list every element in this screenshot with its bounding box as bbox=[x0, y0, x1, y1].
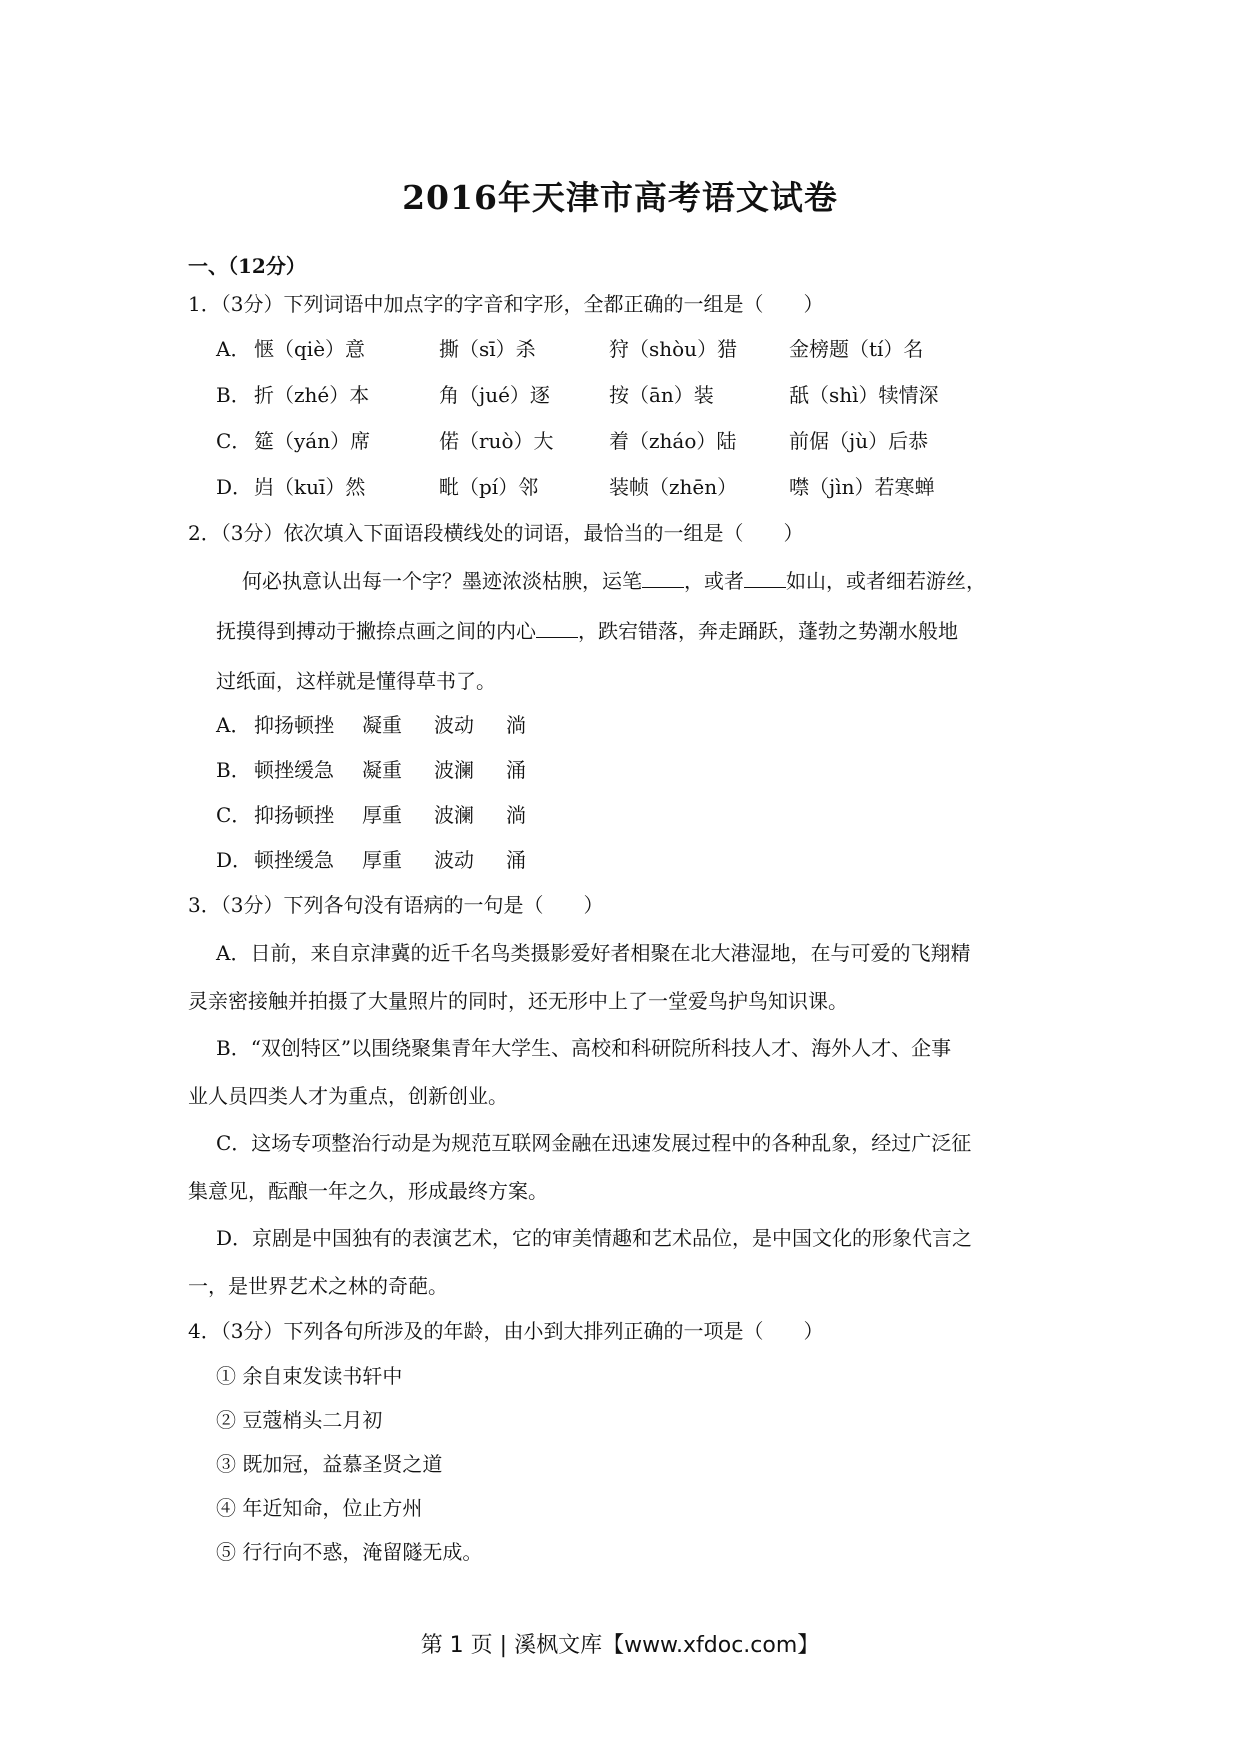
option-label: C． bbox=[216, 429, 252, 453]
passage-text: ，跌宕错落，奔走踊跃，蓬勃之势潮水般地 bbox=[578, 619, 958, 643]
option-item: 凝重 bbox=[362, 758, 402, 782]
option-item: 折（zhé）本 bbox=[254, 383, 370, 407]
q3-option-a-line-2: 灵亲密接触并拍摄了大量照片的同时，还无形中上了一堂爱鸟护鸟知识课。 bbox=[188, 989, 848, 1013]
passage-text: 何必执意认出每一个字？墨迹浓淡枯腴，运笔 bbox=[242, 569, 642, 593]
option-item: 顿挫缓急 bbox=[254, 758, 334, 782]
option-item: 抑扬顿挫 bbox=[254, 803, 334, 827]
q3-option-c-line-2: 集意见，酝酿一年之久，形成最终方案。 bbox=[188, 1179, 548, 1203]
option-item: 按（ān）装 bbox=[609, 383, 714, 407]
option-item: 撕（sī）杀 bbox=[439, 337, 536, 361]
option-label: D． bbox=[216, 475, 253, 499]
option-item: 凝重 bbox=[362, 713, 402, 737]
q4-item-2: ② 豆蔻梢头二月初 bbox=[216, 1408, 383, 1432]
q3-option-d-line-2: 一，是世界艺术之林的奇葩。 bbox=[188, 1274, 448, 1298]
option-item: 顿挫缓急 bbox=[254, 848, 334, 872]
passage-line-2 bbox=[216, 618, 958, 644]
option-item: 涌 bbox=[506, 758, 526, 782]
option-item: 狩（shòu）猎 bbox=[609, 337, 738, 361]
q1-option-d bbox=[216, 474, 934, 500]
q1-option-a bbox=[216, 336, 923, 362]
page-title: 2016年天津市高考语文试卷 bbox=[402, 178, 838, 217]
option-item: 舐（shì）犊情深 bbox=[789, 383, 939, 407]
q3-option-b-line-1: B．“双创特区”以围绕聚集青年大学生、高校和科研院所科技人才、海外人才、企事 bbox=[216, 1036, 952, 1060]
q3-option-a-line-1: A．日前，来自京津冀的近千名鸟类摄影爱好者相聚在北大港湿地，在与可爱的飞翔精 bbox=[216, 941, 971, 965]
passage-text: ，或者 bbox=[684, 569, 744, 593]
section-heading: 一、（12分） bbox=[188, 254, 306, 278]
option-label: C． bbox=[216, 803, 252, 827]
question-2-stem: 2．（3分）依次填入下面语段横线处的词语，最恰当的一组是（ ） bbox=[188, 521, 804, 545]
fill-blank-1 bbox=[642, 569, 684, 588]
option-item: 惬（qiè）意 bbox=[254, 337, 366, 361]
option-label: D． bbox=[216, 848, 253, 872]
option-item: 波澜 bbox=[434, 758, 474, 782]
option-item: 毗（pí）邻 bbox=[439, 475, 539, 499]
q1-option-c bbox=[216, 428, 928, 454]
option-label: B． bbox=[216, 758, 251, 782]
q4-item-3: ③ 既加冠，益慕圣贤之道 bbox=[216, 1452, 443, 1476]
option-item: 角（jué）逐 bbox=[439, 383, 550, 407]
option-item: 偌（ruò）大 bbox=[439, 429, 554, 453]
option-label: B． bbox=[216, 383, 251, 407]
passage-text: 抚摸得到搏动于撇捺点画之间的内心 bbox=[216, 619, 536, 643]
option-item: 着（zháo）陆 bbox=[609, 429, 737, 453]
q3-option-c-line-1: C．这场专项整治行动是为规范互联网金融在迅速发展过程中的各种乱象，经过广泛征 bbox=[216, 1131, 972, 1155]
question-3-stem: 3．（3分）下列各句没有语病的一句是（ ） bbox=[188, 893, 604, 917]
q3-option-d-line-1: D．京剧是中国独有的表演艺术，它的审美情趣和艺术品位，是中国文化的形象代言之 bbox=[216, 1226, 973, 1250]
option-item: 淌 bbox=[506, 713, 526, 737]
q2-option-b bbox=[216, 757, 526, 783]
passage-text: 如山，或者细若游丝， bbox=[786, 569, 986, 593]
option-item: 厚重 bbox=[362, 803, 402, 827]
option-item: 波动 bbox=[434, 848, 474, 872]
option-label: A． bbox=[216, 713, 251, 737]
option-item: 厚重 bbox=[362, 848, 402, 872]
question-1-stem: 1．（3分）下列词语中加点字的字音和字形，全都正确的一组是（ ） bbox=[188, 292, 824, 316]
option-item: 岿（kuī）然 bbox=[254, 475, 366, 499]
option-item: 涌 bbox=[506, 848, 526, 872]
option-item: 筵（yán）席 bbox=[254, 429, 371, 453]
option-item: 波澜 bbox=[434, 803, 474, 827]
q2-option-c bbox=[216, 802, 526, 828]
q4-item-4: ④ 年近知命，位止方州 bbox=[216, 1496, 423, 1520]
question-4-stem: 4．（3分）下列各句所涉及的年龄，由小到大排列正确的一项是（ ） bbox=[188, 1319, 824, 1343]
q4-item-1: ① 余自束发读书轩中 bbox=[216, 1364, 403, 1388]
option-item: 抑扬顿挫 bbox=[254, 713, 334, 737]
option-label: A． bbox=[216, 337, 251, 361]
fill-blank-2 bbox=[744, 569, 786, 588]
option-item: 噤（jìn）若寒蝉 bbox=[789, 475, 935, 499]
passage-line-3: 过纸面，这样就是懂得草书了。 bbox=[216, 669, 496, 693]
q4-item-5: ⑤ 行行向不惑，淹留隧无成。 bbox=[216, 1540, 483, 1564]
fill-blank-3 bbox=[536, 619, 578, 638]
q1-option-b bbox=[216, 382, 939, 408]
option-item: 波动 bbox=[434, 713, 474, 737]
q3-option-b-line-2: 业人员四类人才为重点，创新创业。 bbox=[188, 1084, 508, 1108]
option-item: 装帧（zhēn） bbox=[609, 475, 738, 499]
page-footer: 第 1 页 | 溪枫文库【www.xfdoc.com】 bbox=[420, 1633, 820, 1658]
passage-line-1 bbox=[242, 568, 986, 594]
option-item: 前倨（jù）后恭 bbox=[789, 429, 929, 453]
option-item: 淌 bbox=[506, 803, 526, 827]
q2-option-d bbox=[216, 847, 526, 873]
option-item: 金榜题（tí）名 bbox=[789, 337, 924, 361]
q2-option-a bbox=[216, 712, 526, 738]
